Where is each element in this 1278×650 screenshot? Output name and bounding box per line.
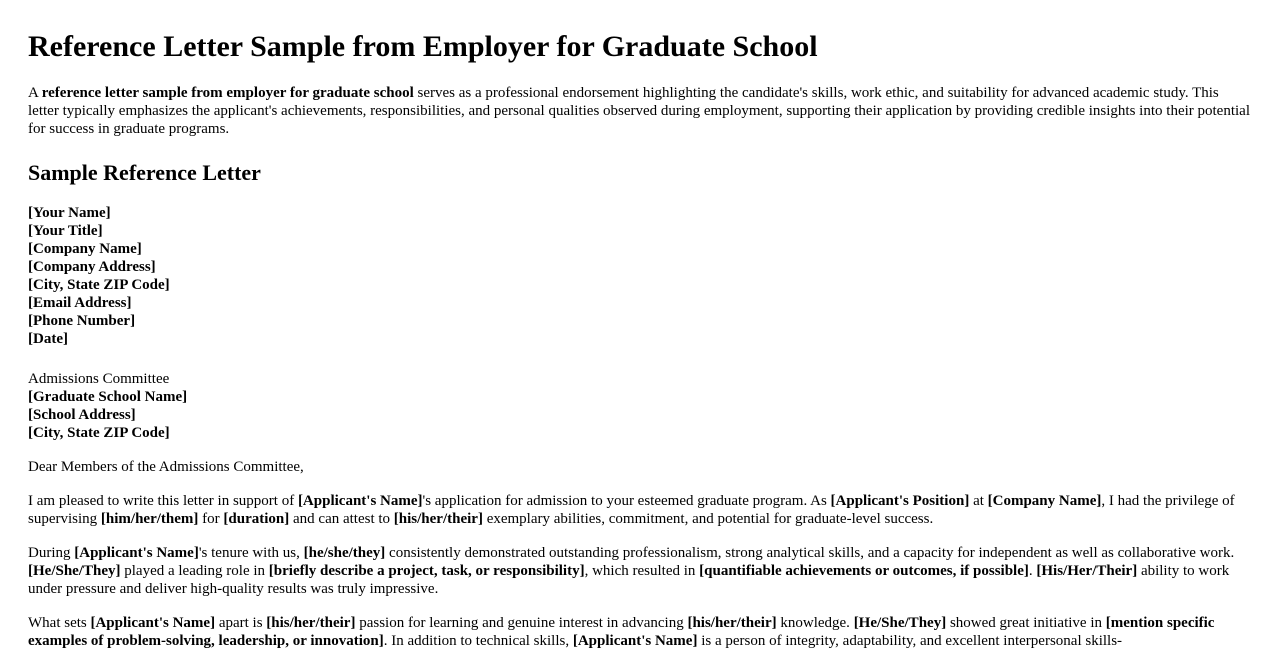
recipient-city-state-zip: [City, State ZIP Code] — [28, 425, 170, 441]
placeholder-field: [He/She/They] — [28, 563, 121, 579]
intro-rest: serves as a professional endorsement highlighting the candidate's skills, work ethic, and suitability for advanced academic study. This letter typically emphasizes the applicant's achievements, responsibilities, and personal qualities observed during employment, supporting their application by providing credible insights into their potential for success in graduate programs. — [28, 85, 1250, 137]
body-paragraph — [28, 544, 1250, 598]
paragraph-text: for — [198, 511, 224, 527]
placeholder-field: [His/Her/Their] — [1036, 563, 1138, 579]
recipient-school-address: [School Address] — [28, 407, 136, 423]
intro-paragraph — [28, 84, 1250, 138]
paragraph-text: . — [1028, 563, 1037, 579]
paragraph-text: I am pleased to write this letter in support of — [28, 493, 298, 509]
salutation: Dear Members of the Admissions Committee, — [28, 459, 304, 475]
placeholder-field: [mention specific examples of problem-solving, leadership, or innovation] — [28, 615, 1215, 649]
sender-company: [Company Name] — [28, 241, 142, 257]
sender-title: [Your Title] — [28, 223, 103, 239]
placeholder-field: [briefly describe a project, task, or responsibility] — [268, 563, 585, 579]
recipient-block — [28, 370, 1250, 442]
sender-phone: [Phone Number] — [28, 313, 136, 329]
placeholder-field: [Applicant's Name] — [90, 615, 216, 631]
paragraph-text: ability to work under pressure and deliver high-quality results was truly impressive. — [28, 563, 1230, 597]
recipient-school-name: [Graduate School Name] — [28, 389, 188, 405]
sender-date: [Date] — [28, 331, 68, 347]
paragraph-text: is a person of integrity, adaptability, and excellent interpersonal skills- — [697, 633, 1123, 649]
paragraph-text: 's tenure with us, — [198, 545, 304, 561]
body-paragraph — [28, 492, 1250, 528]
sender-address: [Company Address] — [28, 259, 156, 275]
paragraph-text: , which resulted in — [584, 563, 700, 579]
placeholder-field: [Applicant's Name] — [297, 493, 423, 509]
paragraph-text: at — [969, 493, 988, 509]
placeholder-field: [Applicant's Position] — [830, 493, 970, 509]
paragraph-text: passion for learning and genuine interest in advancing — [355, 615, 688, 631]
paragraph-text: apart is — [215, 615, 267, 631]
body-paragraph — [28, 614, 1250, 650]
placeholder-field: [he/she/they] — [303, 545, 386, 561]
placeholder-field: [Applicant's Name] — [572, 633, 698, 649]
paragraph-text: 's application for admission to your esteemed graduate program. As — [422, 493, 831, 509]
intro-lead: A — [28, 85, 42, 101]
paragraph-text: showed great initiative in — [946, 615, 1106, 631]
paragraph-text: played a leading role in — [120, 563, 269, 579]
placeholder-field: [quantifiable achievements or outcomes, if possible] — [699, 563, 1029, 579]
placeholder-field: [duration] — [223, 511, 290, 527]
document-page — [28, 0, 1250, 650]
paragraph-text: What sets — [28, 615, 91, 631]
paragraph-text: consistently demonstrated outstanding professionalism, strong analytical skills, and a capacity for independent as well as collaborative work. — [385, 545, 1235, 561]
sender-block — [28, 204, 1250, 348]
paragraph-text: knowledge. — [776, 615, 854, 631]
placeholder-field: [him/her/them] — [100, 511, 199, 527]
sender-name: [Your Name] — [28, 205, 111, 221]
recipient-committee: Admissions Committee — [28, 371, 170, 387]
page-title: Reference Letter Sample from Employer for Graduate School — [28, 30, 818, 63]
paragraph-text: and can attest to — [289, 511, 394, 527]
paragraph-text: . In addition to technical skills, — [383, 633, 573, 649]
paragraph-text: exemplary abilities, commitment, and potential for graduate-level success. — [482, 511, 934, 527]
placeholder-field: [his/her/their] — [687, 615, 777, 631]
paragraph-text: During — [28, 545, 75, 561]
placeholder-field: [Applicant's Name] — [74, 545, 199, 561]
placeholder-field: [He/She/They] — [853, 615, 947, 631]
placeholder-field: [his/her/their] — [266, 615, 356, 631]
placeholder-field: [Company Name] — [987, 493, 1102, 509]
section-heading: Sample Reference Letter — [28, 160, 261, 185]
paragraph-text: , I had the privilege of supervising — [28, 493, 1235, 527]
placeholder-field: [his/her/their] — [393, 511, 483, 527]
sender-email: [Email Address] — [28, 295, 132, 311]
intro-keyword: reference letter sample from employer for graduate school — [41, 85, 414, 101]
sender-city-state-zip: [City, State ZIP Code] — [28, 277, 170, 293]
